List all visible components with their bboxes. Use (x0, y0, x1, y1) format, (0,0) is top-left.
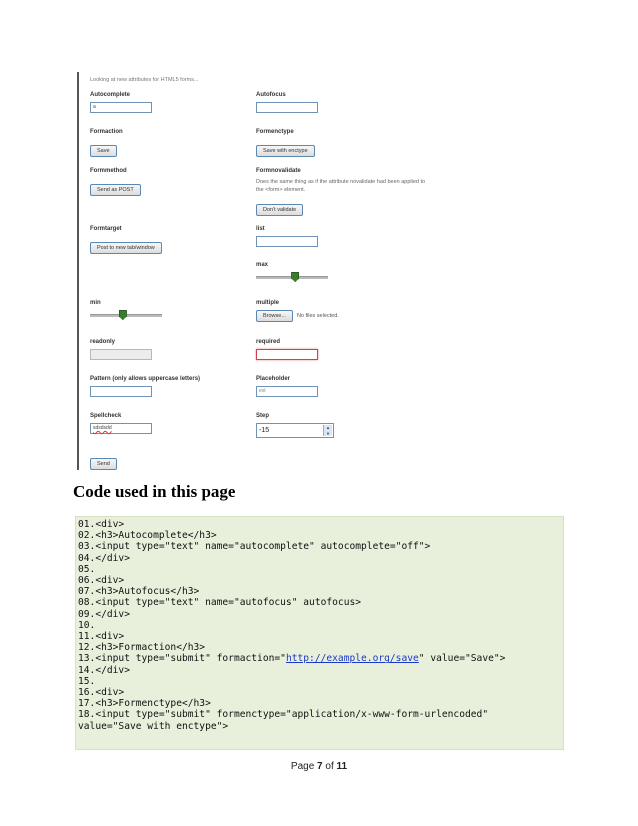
code-line-13-start: 13.<input type="submit" formaction=" (78, 653, 286, 665)
field-formenctype (256, 129, 315, 157)
multiple-label: multiple (256, 300, 280, 306)
formtarget-label: Formtarget (90, 226, 122, 232)
formenctype-label: Formenctype (256, 129, 294, 135)
min-label: min (90, 300, 101, 306)
post-new-window-button[interactable]: Post to new tab/window (90, 242, 162, 254)
field-max (256, 262, 328, 282)
field-formaction (90, 129, 123, 157)
autocomplete-label: Autocomplete (90, 92, 131, 98)
code-line: 14.</div> (78, 664, 130, 676)
step-input[interactable] (256, 423, 334, 438)
formaction-label: Formaction (90, 129, 123, 135)
readonly-label: readonly (90, 339, 116, 345)
field-send (90, 452, 117, 470)
code-line: 06.<div> (78, 575, 125, 587)
max-slider-thumb[interactable] (291, 272, 299, 282)
code-line: 16.<div> (78, 687, 125, 699)
field-list (256, 226, 318, 247)
code-line: 11.<div> (78, 631, 125, 643)
min-slider[interactable] (90, 310, 162, 320)
page-footer (0, 761, 638, 772)
code-line: 02.<h3>Autocomplete</h3> (78, 530, 217, 542)
required-label: required (256, 339, 281, 345)
list-input[interactable] (256, 236, 318, 247)
code-line: 08.<input type="text" name="autofocus" autofocus> (78, 597, 362, 609)
field-pattern (90, 376, 200, 397)
autofocus-input[interactable] (256, 102, 318, 113)
autocomplete-input[interactable]: a (90, 102, 152, 113)
code-block (75, 516, 564, 750)
field-readonly (90, 339, 152, 360)
placeholder-input[interactable]: ext (256, 386, 318, 397)
formnovalidate-note: Does the same thing as if the attribute novalidate had been applied to the <form> element. (256, 179, 426, 193)
spellcheck-value: sdsdsdd (93, 425, 112, 431)
file-status: No files selected. (296, 313, 339, 319)
field-multiple (256, 300, 339, 322)
placeholder-label: Placeholder (256, 376, 291, 382)
max-label: max (256, 262, 269, 268)
field-formnovalidate (256, 168, 426, 216)
code-line: value="Save with enctype"> (78, 720, 229, 732)
footer-of: of (322, 761, 337, 772)
autofocus-label: Autofocus (256, 92, 286, 98)
code-line: 17.<h3>Formenctype</h3> (78, 698, 211, 710)
browse-button[interactable]: Browse... (256, 310, 293, 322)
step-label: Step (256, 413, 270, 419)
stepper-arrows-icon[interactable]: ▲ ▼ (323, 425, 332, 436)
code-line: 15. (78, 675, 96, 687)
readonly-input (90, 349, 152, 360)
field-required (256, 339, 318, 360)
field-formtarget (90, 226, 162, 254)
code-line-13 (78, 653, 563, 664)
code-line: 05. (78, 563, 96, 575)
send-button[interactable]: Send (90, 458, 117, 470)
code-line: 07.<h3>Autofocus</h3> (78, 586, 200, 598)
step-value: -15 (259, 427, 270, 434)
form-demo-screenshot (77, 72, 499, 470)
send-as-post-button[interactable]: Send as POST (90, 184, 141, 196)
field-formmethod (90, 168, 141, 196)
code-line: 04.</div> (78, 552, 130, 564)
dont-validate-button[interactable]: Don't validate (256, 204, 303, 216)
code-line: 10. (78, 619, 96, 631)
spellcheck-input[interactable] (90, 423, 152, 434)
formmethod-label: Formmethod (90, 168, 127, 174)
code-line: 18.<input type="submit" formenctype="application/x-www-form-urlencoded" (78, 709, 489, 721)
pattern-label: Pattern (only allows uppercase letters) (90, 376, 201, 382)
demo-intro: Looking at new attributes for HTML5 forms... (90, 77, 199, 83)
total-pages: 11 (336, 761, 348, 772)
spellcheck-label: Spellcheck (90, 413, 122, 419)
section-heading: Code used in this page (73, 482, 236, 501)
field-min (90, 300, 162, 320)
field-autofocus (256, 92, 318, 113)
current-page: 7 (317, 761, 323, 772)
code-line: 09.</div> (78, 608, 130, 620)
code-line: 03.<input type="text" name="autocomplete" autocomplete="off"> (78, 541, 431, 553)
field-autocomplete (90, 92, 152, 113)
required-input[interactable] (256, 349, 318, 360)
max-slider[interactable] (256, 272, 328, 282)
field-spellcheck (90, 413, 152, 434)
list-label: list (256, 226, 265, 232)
example-org-link[interactable]: http://example.org/save (285, 653, 419, 665)
formnovalidate-label: Formnovalidate (256, 168, 301, 174)
field-placeholder (256, 376, 318, 397)
save-with-enctype-button[interactable]: Save with enctype (256, 145, 315, 157)
code-line: 01.<div> (78, 519, 125, 530)
save-button[interactable]: Save (90, 145, 117, 157)
footer-prefix: Page (290, 761, 318, 772)
file-picker (256, 310, 339, 322)
field-step (256, 413, 334, 438)
pattern-input[interactable] (90, 386, 152, 397)
code-line-13-end: " value="Save"> (418, 653, 506, 665)
min-slider-thumb[interactable] (119, 310, 127, 320)
code-line: 12.<h3>Formaction</h3> (78, 642, 206, 654)
